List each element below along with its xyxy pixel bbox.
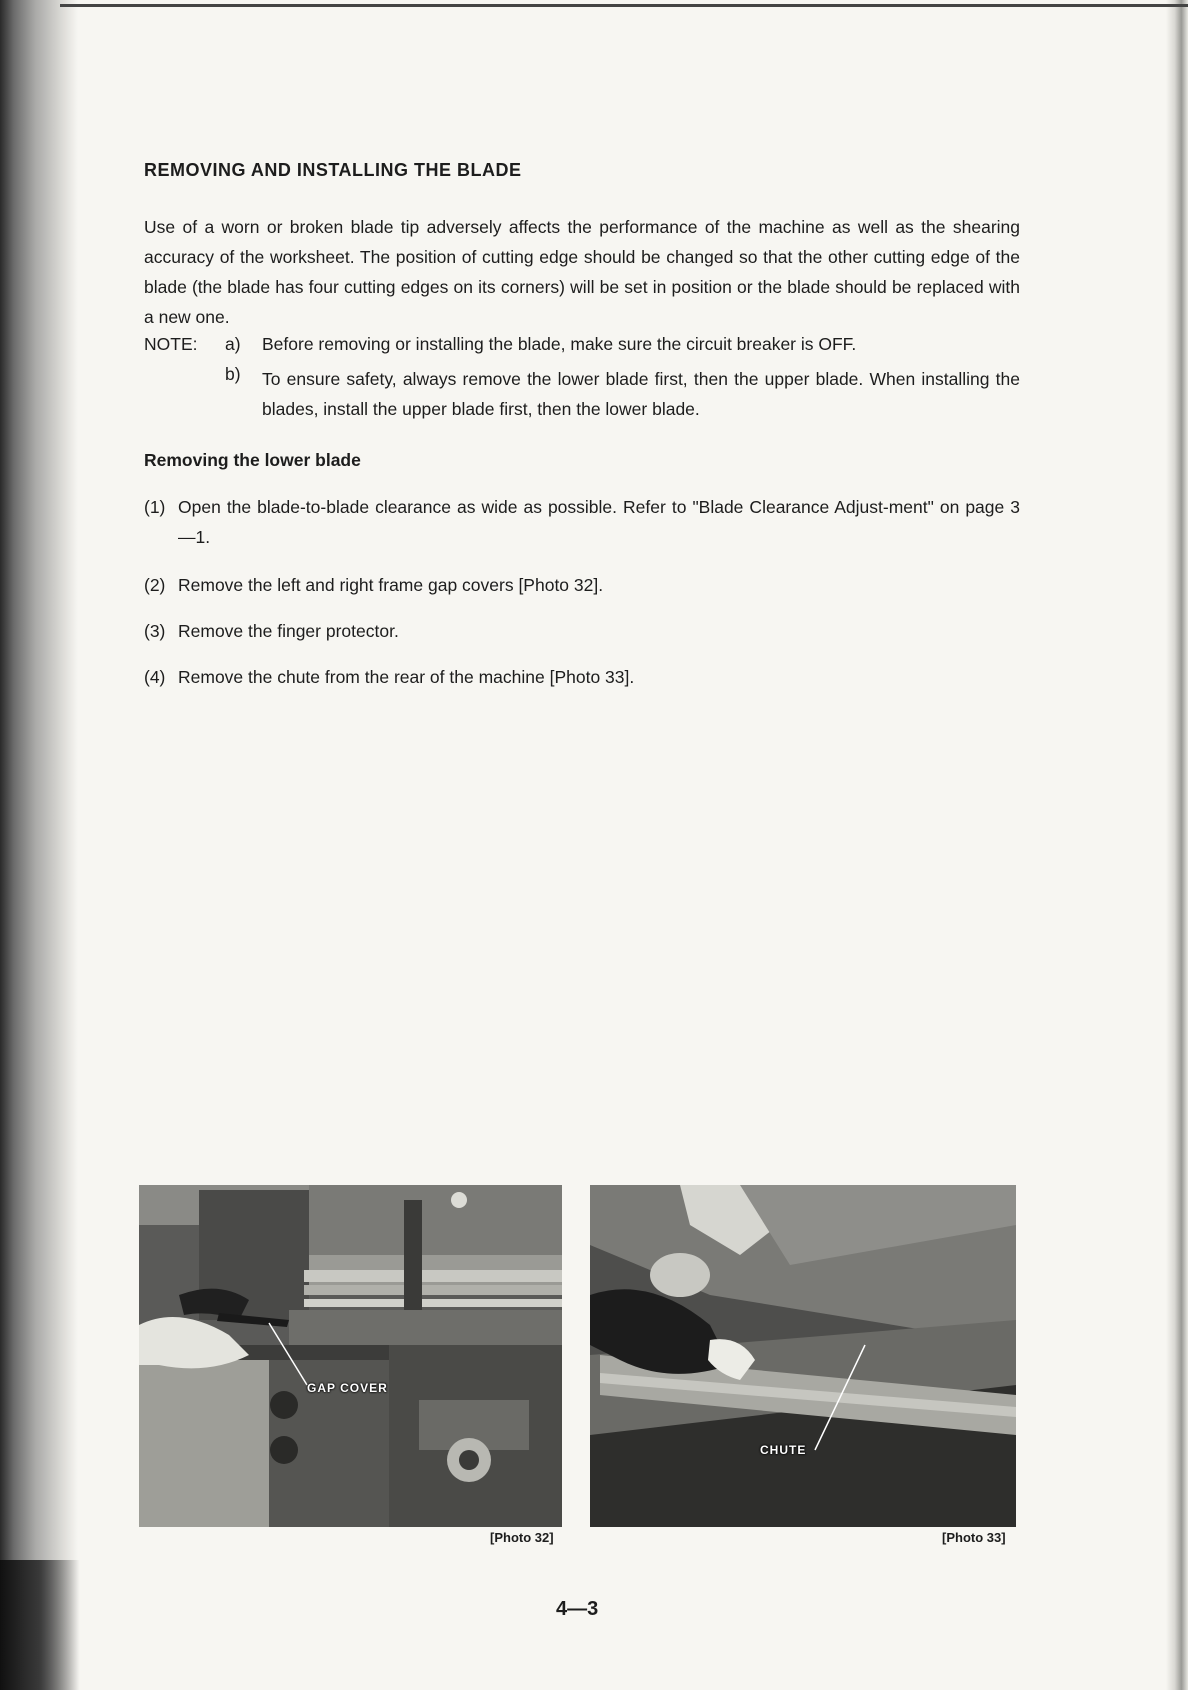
note-item-letter: a) bbox=[225, 334, 241, 354]
step-number: (2) bbox=[144, 575, 166, 595]
step-number: (3) bbox=[144, 621, 166, 641]
note-item-text: To ensure safety, always remove the lower blade first, then the upper blade. When installing the blades, install the upper blade first, then the lower blade. bbox=[262, 369, 1020, 419]
photo-caption: [Photo 32] bbox=[490, 1530, 554, 1545]
machine-photo-image bbox=[590, 1185, 1016, 1527]
intro-paragraph: Use of a worn or broken blade tip adversely affects the performance of the machine as well as the shearing accuracy of the worksheet. The position of cutting edge should be changed so that the other cutting edge of the blade (the blade has four cutting edges on its corners) will be set in position or the blade should be replaced with a new one. bbox=[144, 217, 1020, 327]
machine-photo-image bbox=[139, 1185, 562, 1527]
note-label: NOTE: bbox=[144, 334, 198, 354]
step-text: Open the blade-to-blade clearance as wide as possible. Refer to "Blade Clearance Adjust-ment" on page 3—1. bbox=[178, 497, 1020, 547]
photo-32-gap-cover bbox=[139, 1185, 562, 1527]
section-heading: REMOVING AND INSTALLING THE BLADE bbox=[144, 160, 522, 180]
page-right-edge bbox=[1166, 0, 1188, 1690]
step-number: (4) bbox=[144, 667, 166, 687]
step-number: (1) bbox=[144, 497, 166, 517]
step-text: Remove the left and right frame gap covers [Photo 32]. bbox=[178, 575, 604, 595]
photo-label: GAP COVER bbox=[307, 1381, 388, 1395]
book-spine-shadow bbox=[0, 0, 78, 1690]
step-text: Remove the finger protector. bbox=[178, 621, 399, 641]
photo-33-chute bbox=[590, 1185, 1016, 1527]
step-text: Remove the chute from the rear of the machine [Photo 33]. bbox=[178, 667, 635, 687]
note-item-letter: b) bbox=[225, 364, 241, 384]
note-item-text: Before removing or installing the blade, make sure the circuit breaker is OFF. bbox=[262, 334, 857, 354]
subsection-heading: Removing the lower blade bbox=[144, 450, 361, 470]
photo-label: CHUTE bbox=[760, 1443, 807, 1457]
page-top-edge bbox=[60, 4, 1188, 7]
spine-corner-shadow bbox=[0, 1560, 80, 1690]
photo-caption: [Photo 33] bbox=[942, 1530, 1006, 1545]
page-number: 4—3 bbox=[556, 1598, 599, 1620]
